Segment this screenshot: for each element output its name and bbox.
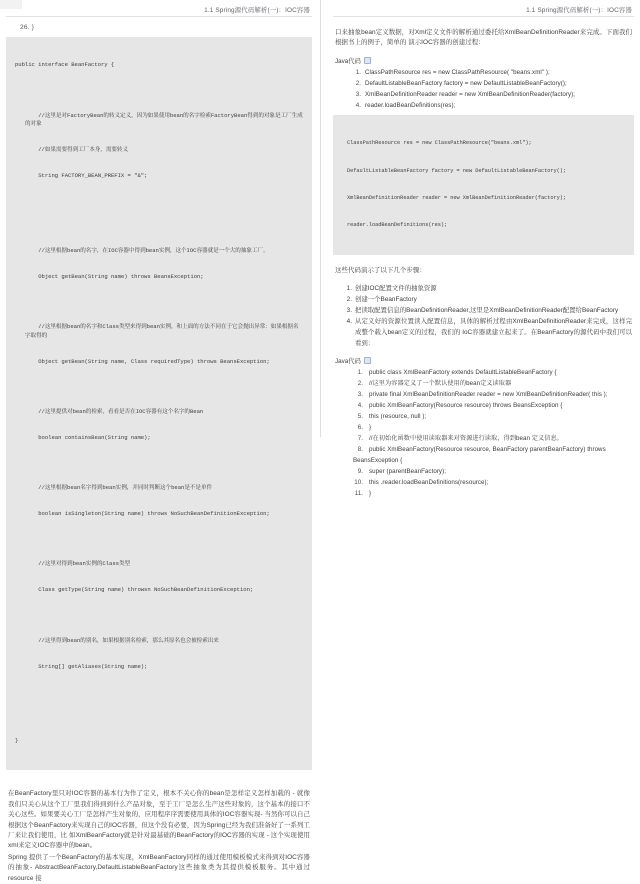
intro-paragraph: 口来抽象bean定义数据，对Xml定义文件的解析通过委托给XmlBeanDefinitionReader来完成。下面我们根据书上的例子，简单的 演示IOC容器的创建过程： (335, 29, 632, 47)
code-blank-line (15, 689, 303, 696)
code-blank-line (15, 713, 303, 720)
collapse-icon[interactable] (364, 57, 371, 64)
code-line: } (15, 737, 19, 745)
code-blank-line (15, 299, 303, 306)
code-line: boolean containsBean(String name); (25, 433, 151, 441)
code-blank-line (15, 222, 303, 229)
code-line: Class getType(String name) throwsn NoSuchBeanDefinitionException; (25, 586, 254, 594)
running-header-right: 1.1 Spring源代码解析(一)：IOC容器 (526, 7, 632, 14)
left-page (0, 0, 320, 882)
listing-line: } (369, 490, 372, 498)
listing-line: ClassPathResource res = new ClassPathResource( "beans.xml" ); (365, 68, 550, 76)
code-blank-line (15, 460, 303, 467)
step-item: 把读取配置信息的BeanDefinitionReader,这里是XmlBeanDefinitionReader配置给BeanFactory (355, 307, 619, 315)
spacer (333, 17, 634, 28)
code-line: String FACTORY_BEAN_PREFIX = "&"; (25, 172, 148, 180)
continuation-line-number: 26. } (20, 24, 35, 31)
code-line: String[] getAliases(String name); (25, 662, 148, 670)
listing-line: public XmlBeanFactory(Resource resource) throws BeansException { (369, 402, 563, 410)
listing-line (335, 444, 634, 466)
code-blank-line (15, 612, 303, 619)
code-line: //这里根据bean的名字和Class类型来得到bean实例，和上面的方法不同在于它会抛出异常：如果根据名字取得的 (25, 323, 299, 339)
code-line: Object getBean(String name, Class requiredType) throws BeansException; (25, 357, 270, 365)
java-listing-one (333, 67, 634, 111)
java-code-label-2 (333, 356, 634, 367)
code-line: Object getBean(String name) throws BeansException; (25, 272, 204, 280)
code-line: //这里对得到bean实例的Class类型 (25, 560, 131, 568)
code-line: //这里得到bean的别名，如果根据别名检索，那么其原名也会被检索出来 (25, 636, 219, 644)
body-paragraph: 在BeanFactory里只对IOC容器的基本行为作了定义，根本不关心你的bean是怎样定义怎样加载的 - 就像我们只关心从这个工厂里我们得到到什么产品对象，至于工厂是怎么生产这些对象的，这个基本的接口不关心这些。如果要关心工厂是怎样产生对象的，应用程序序需要使用具体的IOC容器实现- 当然你可以自己根据这个BeanFactory来实现自己的IOC容器，但这个没有必要，因为Spring已经为我们准备好了一系列工厂来让我们使用，比 如XmlBeanFactory就是针对最基础的BeanFactory的IOC容器的实现 - 这个实现使用xml来定义IOC容器中的bean。 (8, 790, 310, 850)
listing-line: DefaultListableBeanFactory factory = new DefaultListableBeanFactory(); (365, 79, 567, 87)
listing-line: reader.loadBeanDefinitions(res); (365, 102, 456, 109)
code-line: //这里是对FactoryBean的转义定义，因为如果使用bean的名字检索FactoryBean得到的对象是工厂生成的对象 (25, 111, 303, 128)
spacer (333, 255, 634, 266)
listing-line: } (369, 424, 372, 432)
java-code-label-text: Java代码 (335, 57, 361, 65)
java-code-label-1 (333, 56, 634, 67)
listing-line: //这里为容器定义了一个默认使用的bean定义读取器 (369, 380, 512, 388)
spacer (333, 349, 634, 356)
listing-line: this (resource, null ); (369, 413, 427, 421)
spacer (333, 276, 634, 283)
java-code-label-text: Java代码 (335, 358, 361, 366)
code-line: DefaultListableBeanFactory factory = new DefaultListableBeanFactory(); (347, 167, 567, 174)
listing-line: private final XmlBeanDefinitionReader reader = new XmlBeanDefinitionReader( this ); (369, 391, 608, 399)
code-line: reader.loadBeanDefinitions(res); (347, 222, 448, 229)
right-page (320, 0, 640, 498)
code-blank-line (15, 384, 303, 391)
step-item: 创建一个BeanFactory (355, 296, 417, 304)
listing-line: public class XmlBeanFactory extends DefaultListableBeanFactory { (369, 369, 557, 377)
listing-line-overflow: BeansException { (353, 457, 403, 465)
code-line: ClassPathResource res = new ClassPathResource("beans.xml"); (347, 140, 532, 147)
code-line: //这里提供对bean的检索，看看是否在IOC容器有这个名字的Bean (25, 407, 204, 415)
spacer (6, 770, 312, 789)
code-line: XmlBeanDefinitionReader reader = new XmlBeanDefinitionReader(factory); (347, 194, 567, 201)
code-line: public interface BeanFactory { (15, 61, 115, 69)
code-line: boolean isSingleton(String name) throws NoSuchBeanDefinitionException; (25, 510, 270, 518)
code-line: //这里根据bean名字得到bean实例，并同时判断这个bean是不是单件 (25, 484, 213, 492)
steps-intro: 这些代码演示了以下几个步骤： (335, 266, 426, 274)
step-item: 创建IOC配置文件的抽象资源 (355, 285, 437, 293)
step-item: 从定义好的资源位置读入配置信息，具体的解析过程由XmlBeanDefinitionReader来完成，这样完成整个载入bean定义的过程，我们的 IoC容器就建立起来了。在BeanFactory的源代码中我们可以看到： (355, 318, 632, 348)
code-line: //这里根据bean的名字，在IOC容器中得到bean实例，这个IOC容器就是一个大的抽象工厂。 (25, 246, 269, 254)
code-blank-line (15, 198, 303, 205)
collapse-icon[interactable] (364, 357, 371, 364)
code-blank-line (15, 87, 303, 94)
code-blank-line (15, 536, 303, 543)
listing-line: XmlBeanDefinitionReader reader = new XmlBeanDefinitionReader(factory); (365, 90, 576, 98)
listing-line: this .reader.loadBeanDefinitions(resource); (369, 479, 489, 487)
code-line: //如果需要得到工厂本身，需要转义 (25, 146, 129, 154)
steps-list (333, 283, 634, 349)
running-header-left: 1.1 Spring源代码解析(一)：IOC容器 (204, 7, 310, 14)
listing-line: //在初始化函数中使用读取器来对资源进行读取，得到bean 定义信息。 (369, 435, 563, 443)
body-paragraph: Spring 提供了一个BeanFactory的基本实现，XmlBeanFactory同样的通过使用模板模式来得到对IOC容器的抽象- AbstractBeanFactory,DefaultListableBeanFactory这些抽象类为其提供模板服务。其中通过resource 接 (8, 853, 310, 882)
listing-line: super (parentBeanFactory); (369, 468, 446, 476)
java-listing-two (333, 367, 634, 499)
beanfactory-code-block (6, 37, 312, 770)
java-code-block-right (333, 115, 634, 255)
spacer (333, 49, 634, 56)
listing-line-text: public XmlBeanFactory(Resource resource, BeanFactory parentBeanFactory) throws (369, 446, 606, 454)
